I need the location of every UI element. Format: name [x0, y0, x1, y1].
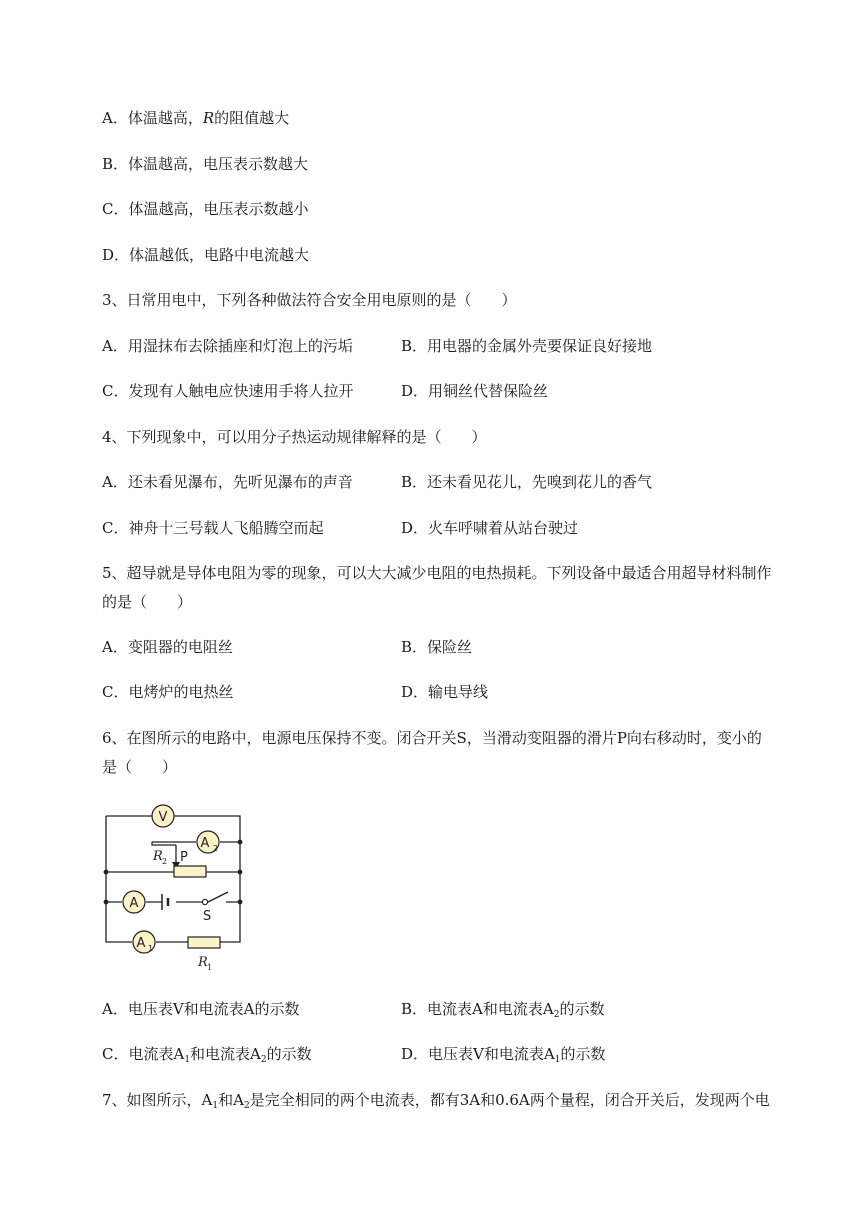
q2-option-d: D．体温越低，电路中电流越大	[102, 246, 310, 264]
ammeter1-sub: 1	[148, 944, 154, 953]
q3-option-b: B．用电器的金属外壳要保证良好接地	[401, 337, 653, 355]
q6-option-c: C．电流表$A_1$和电流表$A_2$的示数	[102, 1045, 312, 1065]
q4-option-d: D．火车呼啸着从站台驶过	[401, 519, 579, 537]
voltmeter-label: V	[158, 810, 168, 825]
slider-label: P	[180, 850, 188, 865]
q5-option-b: B．保险丝	[401, 638, 473, 656]
q2-option-c: C．体温越高，电压表示数越小	[102, 200, 309, 218]
r2-label: R	[153, 849, 163, 864]
q6-option-d: D．电压表V和电流表$A_1$的示数	[401, 1045, 606, 1065]
q5-option-c: C．电烤炉的电热丝	[102, 683, 234, 701]
q4-option-c: C．神舟十三号载人飞船腾空而起	[102, 519, 324, 537]
q6-stem-line2: 是（ ）	[102, 758, 178, 776]
q7-stem: 7、如图所示，$A_1$和$A_2$是完全相同的两个电流表，都有3A和0.6A两个量程，闭合开关后，发现两个电	[102, 1091, 770, 1111]
circuit-diagram	[96, 790, 256, 980]
q3-option-c: C．发现有人触电应快速用手将人拉开	[102, 382, 354, 400]
q2-option-a: A．体温越高，R的阻值越大	[102, 109, 290, 127]
q4-option-b: B．还未看见花儿，先嗅到花儿的香气	[401, 473, 653, 491]
q5-stem-line2: 的是（ ）	[102, 593, 193, 611]
q4-stem: 4、下列现象中，可以用分子热运动规律解释的是（ ）	[102, 428, 487, 446]
ammeter-label: A	[129, 896, 139, 911]
q3-stem: 3、日常用电中，下列各种做法符合安全用电原则的是（ ）	[102, 291, 517, 309]
q5-option-d: D．输电导线	[401, 683, 489, 701]
q6-option-b: B．电流表A和电流表$A_2$的示数	[401, 1000, 605, 1020]
ammeter2-sub: 2	[213, 844, 219, 853]
q5-option-a: A．变阻器的电阻丝	[102, 638, 233, 656]
r1-sub: 1	[207, 963, 213, 972]
r2-sub: 2	[162, 857, 168, 866]
ammeter2-label: A	[200, 836, 210, 851]
q2-option-b: B．体温越高，电压表示数越大	[102, 155, 309, 173]
q4-option-a: A．还未看见瀑布，先听见瀑布的声音	[102, 473, 353, 491]
q6-option-a: A．电压表V和电流表A的示数	[102, 1000, 300, 1018]
q3-option-d: D．用铜丝代替保险丝	[401, 382, 549, 400]
ammeter1-label: A	[136, 936, 146, 951]
q5-stem-line1: 5、超导就是导体电阻为零的现象，可以大大减少电阻的电热损耗。下列设备中最适合用超导材料制作	[102, 564, 772, 582]
q3-option-a: A．用湿抹布去除插座和灯泡上的污垢	[102, 337, 353, 355]
switch-label: S	[203, 909, 212, 924]
q6-stem-line1: 6、在图所示的电路中，电源电压保持不变。闭合开关S，当滑动变阻器的滑片P向右移动时，变小的	[102, 729, 762, 747]
r1-label: R	[198, 955, 208, 970]
